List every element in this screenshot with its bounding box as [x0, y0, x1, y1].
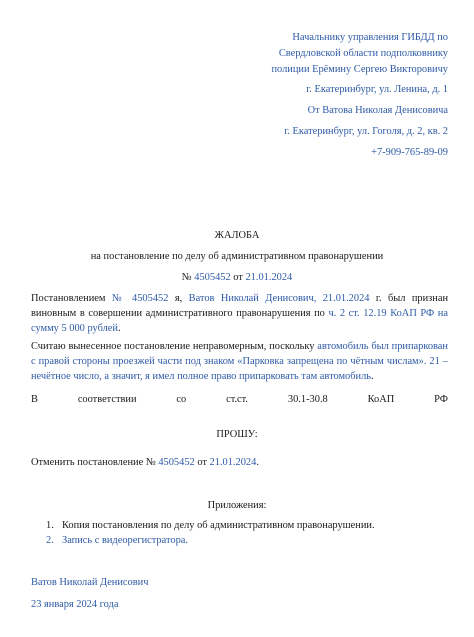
list-item	[46, 518, 375, 533]
header-line-5: От Ватова Николая Денисовича	[307, 105, 448, 116]
list-item-number: 2.	[46, 535, 54, 546]
header-line-2: Свердловской области подполковнику	[278, 48, 448, 59]
list-item	[46, 533, 375, 548]
attachments-list	[46, 518, 375, 548]
list-item-text: Копия постановления по делу об административном правонарушении.	[62, 520, 375, 531]
p3-word-6: КоАП	[367, 394, 395, 405]
request-end: .	[256, 457, 259, 468]
header-line-4: г. Екатеринбург, ул. Ленина, д. 1	[306, 84, 448, 95]
request-body: Отменить постановление	[31, 457, 144, 468]
header-line-1: Начальнику управления ГИБДД по	[292, 32, 448, 43]
decision-number: 4505452	[194, 272, 231, 283]
document-title: ЖАЛОБА	[214, 230, 260, 241]
document-number-line	[0, 271, 474, 284]
request-number: 4505452	[158, 457, 195, 468]
p2-end: .	[371, 371, 374, 382]
header-line-3: полиции Ерёмину Сергею Викторовичу	[271, 64, 448, 75]
number-prefix: №	[181, 272, 192, 283]
document-subtitle: на постановление по делу об административном правонарушении	[90, 251, 384, 262]
request-heading: ПРОШУ:	[216, 429, 258, 440]
p1-text-2: я,	[174, 293, 183, 304]
from-word: от	[233, 272, 243, 283]
paragraph-decision	[31, 291, 448, 336]
p3-word-7: РФ	[434, 394, 448, 405]
signature-date: 23 января 2024 года	[31, 599, 119, 610]
signature-name: Ватов Николай Денисович	[31, 577, 149, 588]
attachments-heading: Приложения:	[207, 500, 267, 511]
p3-word-5: 30.1-30.8	[287, 394, 328, 405]
p3-word-1: В	[31, 394, 38, 405]
request-number-prefix: №	[145, 457, 156, 468]
p3-word-3: со	[176, 394, 187, 405]
header-line-6: г. Екатеринбург, ул. Гоголя, д. 2, кв. 2	[284, 126, 448, 137]
header-line-7: +7-909-765-89-09	[371, 147, 448, 158]
request-date: 21.01.2024	[209, 457, 257, 468]
p1-article: ч. 2 ст. 12.19 КоАП РФ на сумму 5 000 рублей	[31, 308, 448, 334]
p1-end: .	[117, 323, 121, 334]
list-item-number: 1.	[46, 520, 54, 531]
request-from-word: от	[197, 457, 207, 468]
decision-date: 21.01.2024	[245, 272, 293, 283]
p1-name-date: Ватов Николай Денисович, 21.01.2024	[188, 293, 370, 304]
paragraph-reason	[31, 339, 448, 384]
list-item-text: Запись с видеорегистратора.	[62, 535, 188, 546]
p2-text-1: Считаю вынесенное постановление неправомерным, поскольку	[31, 341, 315, 352]
p1-text-1: Постановлением	[31, 293, 106, 304]
p2-reason: автомобиль был припаркован с правой стороны проезжей части под знаком «Парковка запрещена по чётным числам». 21 – нечётное число, а значит, я имел полное право припарковать там автомобиль	[31, 341, 448, 382]
p1-text-3: г. был признан виновным в совершении административного правонарушения по	[31, 293, 449, 319]
p3-word-4: ст.ст.	[226, 394, 249, 405]
paragraph-legal-basis	[31, 394, 448, 405]
request-text	[31, 456, 259, 469]
p1-number: № 4505452	[111, 293, 169, 304]
p3-word-2: соответствии	[77, 394, 137, 405]
